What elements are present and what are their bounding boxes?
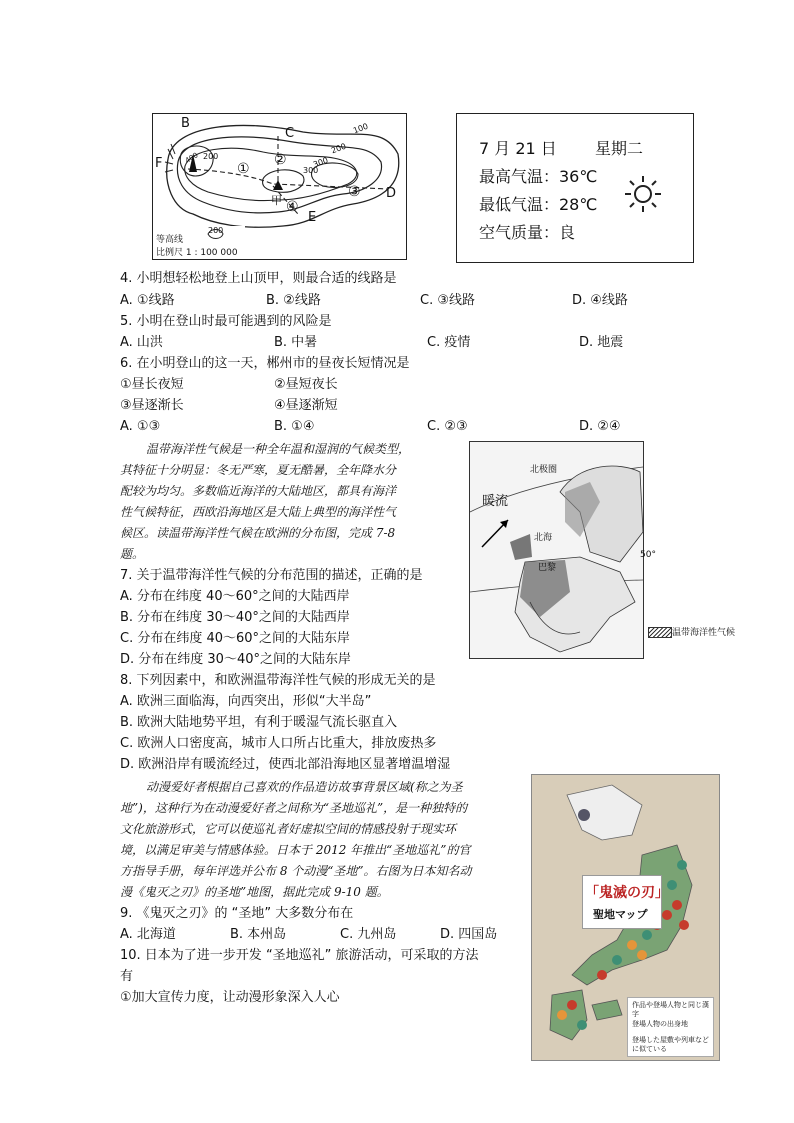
europe-legend-label: 温带海洋性气候 bbox=[672, 628, 736, 638]
japan-map-title-2: 聖地マップ bbox=[593, 908, 648, 921]
contour-legend-value: 200 bbox=[208, 226, 224, 235]
q6-item-1: ①昼长夜短 bbox=[120, 377, 184, 392]
north-sea-label: 北海 bbox=[534, 533, 553, 543]
q8-stem: 8. 下列因素中，和欧洲温带海洋性气候的形成无关的是 bbox=[120, 673, 436, 688]
contour-100-label: 100 bbox=[351, 121, 370, 136]
paris-label: 巴黎 bbox=[538, 563, 557, 573]
japan-legend-1: 作品や登場人物と同じ漢字 bbox=[632, 1001, 709, 1018]
weather-air: 空气质量：良 bbox=[479, 223, 576, 242]
japan-map bbox=[531, 774, 720, 1061]
intro78-line-6: 题。 bbox=[120, 547, 145, 561]
contour-400-label: 400 bbox=[183, 151, 200, 165]
contour-300b-label: 300 bbox=[303, 166, 319, 175]
weather-date: 7 月 21 日 bbox=[479, 139, 557, 158]
point-e-label: E bbox=[308, 210, 317, 225]
contour-legend-title: 等高线 bbox=[156, 235, 184, 245]
point-f-label: F bbox=[155, 156, 163, 171]
contour-map-svg bbox=[153, 114, 406, 259]
q10-stem-1: 10. 日本为了进一步开发 “圣地巡礼” 旅游活动，可采取的方法 bbox=[120, 948, 479, 963]
q4-option-a[interactable]: A. ①线路 bbox=[120, 293, 175, 308]
q5-stem: 5. 小明在登山时最可能遇到的风险是 bbox=[120, 314, 332, 329]
intro78-line-2: 其特征十分明显：冬无严寒，夏无酷暑，全年降水分 bbox=[120, 463, 397, 477]
point-c-label: C bbox=[285, 126, 295, 141]
q8-option-c[interactable]: C. 欧洲人口密度高，城市人口所占比重大，排放废热多 bbox=[120, 736, 437, 751]
q7-option-a[interactable]: A. 分布在纬度 40～60°之间的大陆西岸 bbox=[120, 589, 350, 604]
q4-option-c[interactable]: C. ③线路 bbox=[420, 293, 475, 308]
q6-item-3: ③昼逐渐长 bbox=[120, 398, 184, 413]
scale-label: 比例尺 1 : 100 000 bbox=[156, 248, 238, 258]
point-b-label: B bbox=[181, 116, 190, 131]
weather-card bbox=[456, 113, 694, 263]
arctic-circle-label: 北极圈 bbox=[530, 465, 558, 475]
q6-option-b[interactable]: B. ①④ bbox=[274, 419, 315, 434]
q5-option-a[interactable]: A. 山洪 bbox=[120, 335, 163, 350]
intro910-line-1: 动漫爱好者根据自己喜欢的作品造访故事背景区域(称之为圣 bbox=[146, 780, 463, 794]
japan-map-title-1: 「鬼滅の刃」 bbox=[585, 885, 669, 901]
q5-option-b[interactable]: B. 中暑 bbox=[274, 335, 318, 350]
q8-option-a[interactable]: A. 欧洲三面临海，向西突出，形似“大半岛” bbox=[120, 694, 372, 709]
q6-stem: 6. 在小明登山的这一天，郴州市的昼夜长短情况是 bbox=[120, 356, 410, 371]
q7-option-b[interactable]: B. 分布在纬度 30～40°之间的大陆西岸 bbox=[120, 610, 350, 625]
q4-stem: 4. 小明想轻松地登上山顶甲，则最合适的线路是 bbox=[120, 271, 397, 286]
intro78-line-3: 配较为均匀。多数临近海洋的大陆地区，都具有海洋 bbox=[120, 484, 397, 498]
weather-weekday: 星期二 bbox=[595, 139, 644, 158]
intro910-line-3: 文化旅游形式，它可以使巡礼者好虚拟空间的情感投射于现实环 bbox=[120, 822, 457, 836]
sun-icon bbox=[623, 174, 663, 214]
q5-option-c[interactable]: C. 疫情 bbox=[427, 335, 471, 350]
contour-200b-label: 200 bbox=[203, 152, 219, 161]
intro78-line-5: 候区。读温带海洋性气候在欧洲的分布图，完成 7-8 bbox=[120, 526, 396, 540]
intro78-line-1: 温带海洋性气候是一种全年温和湿润的气候类型， bbox=[146, 442, 411, 456]
q6-item-4: ④昼逐渐短 bbox=[274, 398, 338, 413]
q9-option-c[interactable]: C. 九州岛 bbox=[340, 927, 397, 942]
japan-map-title-box bbox=[582, 875, 669, 929]
legend-swatch bbox=[648, 627, 672, 638]
q5-option-d[interactable]: D. 地震 bbox=[579, 335, 624, 350]
intro910-line-4: 境，以满足审美与情感体验。日本于 2012 年推出“圣地巡礼”的官 bbox=[120, 843, 471, 857]
intro910-line-2: 地”)，这种行为在动漫爱好者之间称为“圣地巡礼”，是一种独特的 bbox=[120, 801, 468, 815]
warm-current-label: 暖流 bbox=[482, 494, 509, 509]
q9-option-a[interactable]: A. 北海道 bbox=[120, 927, 176, 942]
point-d-label: D bbox=[386, 186, 397, 201]
route-3-label: ③ bbox=[348, 184, 361, 200]
q6-option-d[interactable]: D. ②④ bbox=[579, 419, 621, 434]
q6-option-c[interactable]: C. ②③ bbox=[427, 419, 468, 434]
contour-200-label: 200 bbox=[329, 141, 348, 156]
q8-option-d[interactable]: D. 欧洲沿岸有暖流经过，使西北部沿海地区显著增温增湿 bbox=[120, 757, 451, 772]
q9-option-b[interactable]: B. 本州岛 bbox=[230, 927, 287, 942]
route-2-label: ② bbox=[274, 152, 287, 168]
q7-option-c[interactable]: C. 分布在纬度 40～60°之间的大陆东岸 bbox=[120, 631, 351, 646]
intro910-line-6: 漫《鬼灭之刃》的圣地”地图，据此完成 9-10 题。 bbox=[120, 885, 389, 899]
europe-map bbox=[469, 441, 656, 659]
contour-300-label: 300 bbox=[311, 155, 330, 170]
intro910-line-5: 方指导手册，每年评选并公布 8 个动漫“圣地”。右图为日本知名动 bbox=[120, 864, 472, 878]
q7-stem: 7. 关于温带海洋性气候的分布范围的描述，正确的是 bbox=[120, 568, 423, 583]
q7-option-d[interactable]: D. 分布在纬度 30～40°之间的大陆东岸 bbox=[120, 652, 351, 667]
latitude-label: 50° bbox=[640, 550, 656, 560]
q9-stem: 9. 《鬼灭之刃》的 “圣地” 大多数分布在 bbox=[120, 906, 354, 921]
q8-option-b[interactable]: B. 欧洲大陆地势平坦，有利于暖湿气流长驱直入 bbox=[120, 715, 398, 730]
q10-stem-2: 有 bbox=[120, 969, 134, 984]
q6-option-a[interactable]: A. ①③ bbox=[120, 419, 161, 434]
contour-map bbox=[152, 113, 407, 260]
weather-high: 最高气温：36℃ bbox=[479, 167, 598, 186]
weather-low: 最低气温：28℃ bbox=[479, 195, 598, 214]
q4-option-b[interactable]: B. ②线路 bbox=[266, 293, 321, 308]
peak-jia-label: 甲 bbox=[271, 194, 282, 207]
route-1-label: ① bbox=[237, 161, 250, 177]
japan-legend-2: 登場人物の出身地 bbox=[632, 1020, 688, 1028]
q10-item-1: ①加大宣传力度，让动漫形象深入人心 bbox=[120, 990, 340, 1005]
q9-option-d[interactable]: D. 四国岛 bbox=[440, 927, 498, 942]
japan-map-legend bbox=[627, 997, 714, 1057]
japan-legend-3: 登場した屋敷や列車などに似ている bbox=[632, 1036, 709, 1053]
q6-item-2: ②昼短夜长 bbox=[274, 377, 338, 392]
intro78-line-4: 性气候特征，西欧沿海地区是大陆上典型的海洋性气 bbox=[120, 505, 397, 519]
route-4-label: ④ bbox=[286, 199, 299, 215]
q4-option-d[interactable]: D. ④线路 bbox=[572, 293, 628, 308]
